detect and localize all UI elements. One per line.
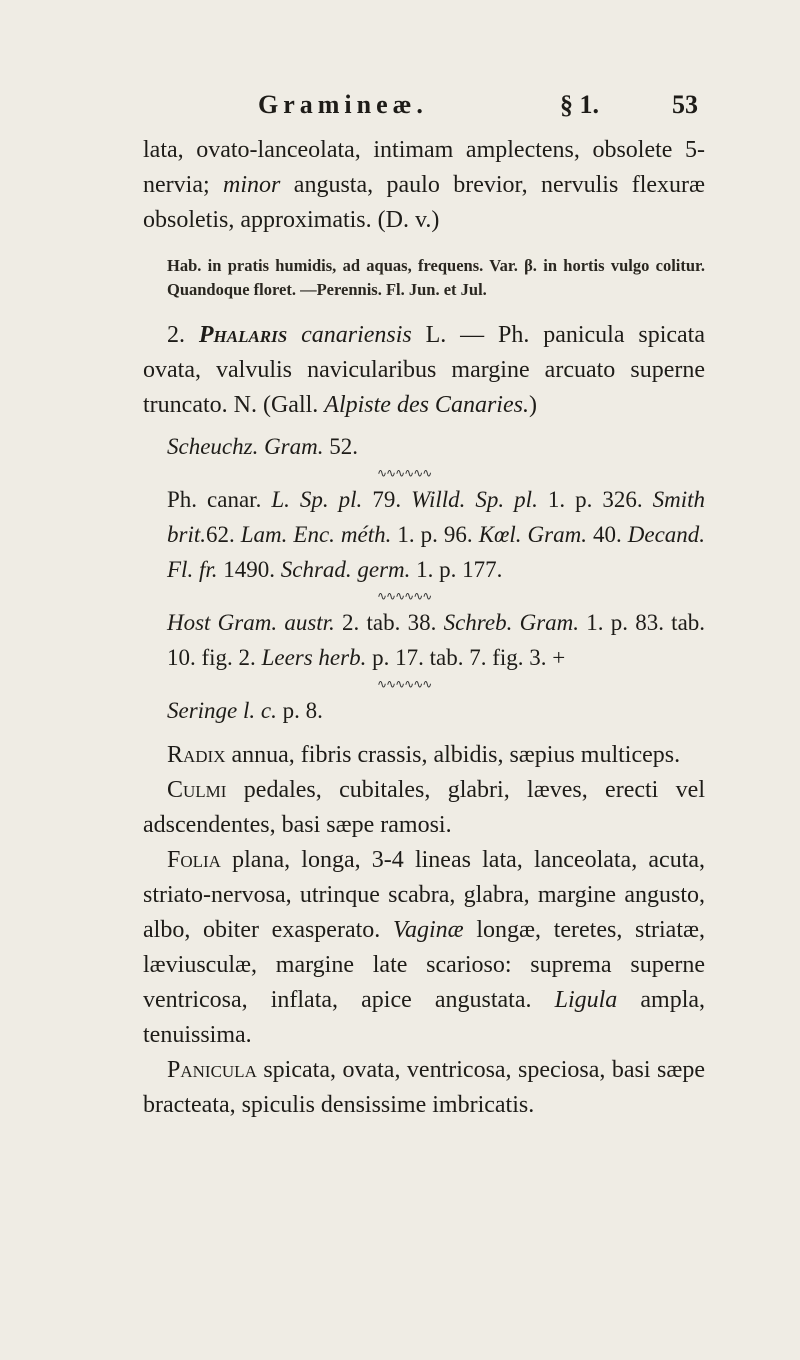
paragraph-continuation: lata, ovato-lanceolata, intimam amplectens, obsolete 5-nervia; minor angusta, paulo brevior, nervulis flexuræ obsoletis, approximatis. (D. v.) [143, 137, 706, 233]
header-title: Gramineæ. [258, 90, 428, 119]
radix-paragraph: Radix annua, fibris crassis, albidis, sæpius multiceps. [167, 742, 681, 768]
page-number: 53 [672, 90, 698, 119]
culmi-label: Culmi [167, 777, 227, 803]
panicula-paragraph: Panicula spicata, ovata, ventricosa, speciosa, basi sæpe bracteata, spiculis densissime imbricatis. [143, 1057, 705, 1118]
species-name: canariensis [301, 322, 412, 348]
header-section: § 1. [560, 90, 599, 119]
species-description: — Ph. panicula spicata ovata, valvulis navicularibus margine arcuato superne truncato. N. (Gall. [143, 322, 705, 418]
reference-block-2: Host Gram. austr. 2. tab. 38. Schreb. Gram. 1. p. 83. tab. 10. fig. 2. Leers herb. p. 17. tab. 7. fig. 3. + [167, 610, 706, 670]
ligula-label: Ligula [554, 987, 618, 1013]
culmi-paragraph: Culmi pedales, cubitales, glabri, læves, erecti vel adscendentes, basi sæpe ramosi. [143, 777, 705, 838]
separator-2: ∿∿∿∿∿∿ [377, 592, 432, 600]
folia-label: Folia [167, 847, 221, 873]
entry-number: 2. [167, 322, 185, 348]
reference-scheuchzer: Scheuchz. Gram. 52. [167, 434, 358, 459]
folia-paragraph: Folia plana, longa, 3-4 lineas lata, lanceolata, acuta, striato-nervosa, utrinque scabra, glabra, margine angusto, albo, obiter exasperato. Vaginæ longæ, teretes, striatæ, læviusculæ, margine late scarioso: suprema superne ventricosa, inflata, apice angustata. Ligula ampla, tenuissima. [143, 847, 706, 1048]
radix-label: Radix [167, 742, 226, 768]
reference-block-1: Ph. canar. L. Sp. pl. 79. Willd. Sp. pl. 1. p. 326. Smith brit.62. Lam. Enc. méth. 1. p. 96. Kœl. Gram. 40. Decand. Fl. fr. 1490. Schrad. germ. 1. p. 177. [167, 487, 706, 582]
habitat-note: Hab. in pratis humidis, ad aquas, frequens. Var. β. in hortis vulgo colitur. Quandoque floret. —Perennis. Fl. Jun. et Jul. [167, 256, 705, 299]
running-header [258, 90, 698, 130]
genus-name: Phalaris [198, 322, 288, 348]
separator-1: ∿∿∿∿∿∿ [377, 469, 432, 477]
gallic-name: Alpiste des Canaries. [324, 392, 529, 418]
separator-3: ∿∿∿∿∿∿ [377, 680, 432, 688]
vaginae-label: Vaginæ [392, 917, 464, 943]
species-entry: 2. Phalaris canariensis L. — Ph. panicula spicata ovata, valvulis navicularibus margine arcuato superne truncato. N. (Gall. Alpiste des Canaries.) [143, 322, 705, 418]
species-author: L. [425, 322, 447, 348]
page-body [143, 133, 705, 1123]
panicula-label: Panicula [167, 1057, 257, 1083]
reference-seringe: Seringe l. c. p. 8. [167, 698, 323, 723]
